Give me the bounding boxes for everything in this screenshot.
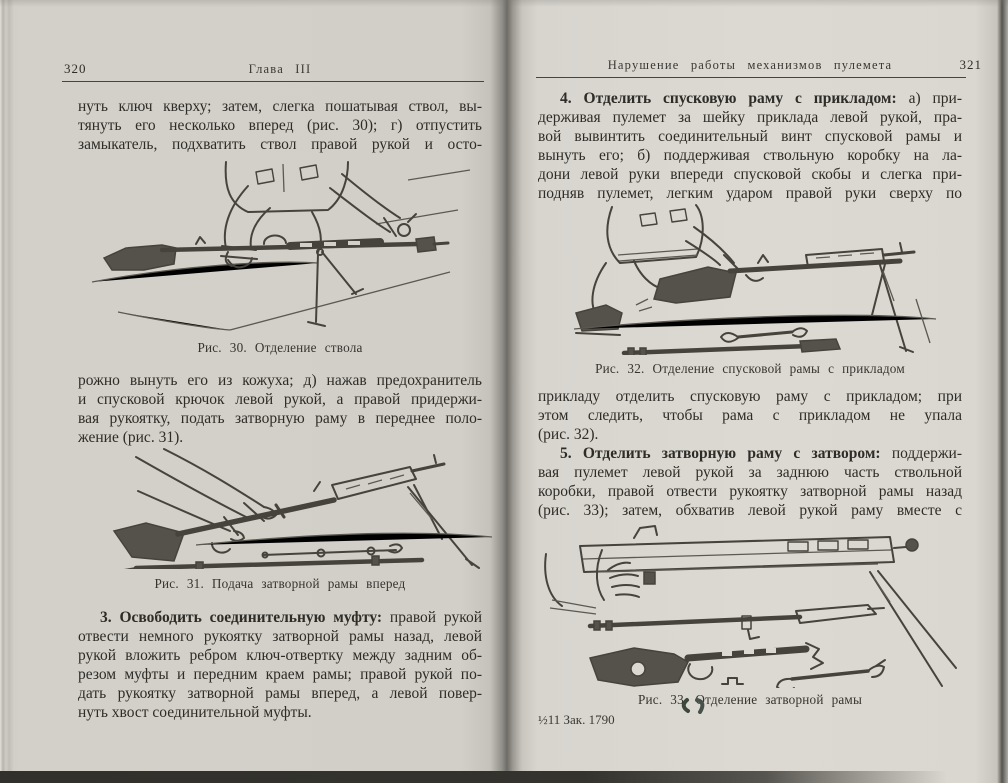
text-line: отвести немного рукоятку затворной рамы назад, левой (78, 628, 482, 645)
text-line: вая рукоятку, подать затворную раму в переднее поло- (78, 410, 482, 427)
running-header-right: Нарушение работы механизмов пулемета (607, 58, 893, 72)
text-line: нуть ключ кверху; затем, слегка пошатывая ствол, вы- (78, 98, 482, 115)
text-line: вой вывинтить соединительный винт спусковой рамы и (538, 128, 962, 145)
figure-30-caption: Рис. 30. Отделение ствола (197, 340, 363, 355)
text-line: резом муфты и передним краем рамы; правой рукой по- (78, 666, 482, 683)
paragraph-4-lead-rest: а) при- (908, 90, 963, 107)
paragraph-5-lead-rest: поддержи- (891, 445, 962, 462)
text-line: рукой вложить ребром ключ-отвертку между задним об- (78, 647, 482, 664)
text-line (538, 444, 962, 463)
paragraph-4-lead-bold: 4. Отделить спусковую раму с прикладом: (560, 90, 897, 107)
page-right (538, 56, 982, 728)
figure-32-caption: Рис. 32. Отделение спусковой рамы с прикладом (595, 361, 905, 376)
text-line: (рис. 33); затем, обхватив левой рукой раму вместе с (538, 502, 962, 519)
page-number-right: 321 (959, 57, 982, 72)
printer-signature-mark: ½11 Зак. 1790 (538, 712, 615, 727)
text-line: вая пулемет левой рукой за заднюю часть ствольной (538, 464, 962, 481)
paragraph-4-trigger-frame (538, 89, 962, 203)
figure-30-illustration (78, 160, 482, 332)
figure-31-illustration (78, 447, 502, 569)
text-line: нуть хвост соединительной муфты. (78, 704, 312, 721)
text-line: прикладу отделить спусковую раму с прикладом; при (538, 388, 962, 405)
figure-32-illustration (548, 203, 952, 355)
text-line: и спусковой крючок левой рукой, а правой придержи- (78, 391, 482, 408)
text-line: дать рукоятку затворной рамы вперед, а левой повер- (78, 685, 482, 702)
figure-33-illustration (538, 522, 962, 688)
text-line: (рис. 32). (538, 426, 599, 443)
header-rule-right (536, 77, 966, 78)
text-line: жение (рис. 31). (78, 429, 184, 446)
page-right-header (538, 56, 982, 74)
text-line (538, 89, 962, 108)
page-number-left: 320 (64, 61, 87, 76)
paragraph-3-release-coupling (78, 608, 482, 722)
page-left-header (64, 60, 482, 78)
text-line: вынуть его; б) поддерживая ствольную коробку на ла- (538, 147, 962, 164)
paragraph-bolt-frame-forward (78, 371, 482, 447)
paragraph-4-continuation (538, 387, 962, 444)
page-left (64, 60, 482, 722)
text-line: рожно вынуть его из кожуха; д) нажав предохранитель (78, 372, 482, 389)
text-line: замыкатель, подхватить ствол правой рукой и осто- (78, 136, 482, 153)
ink-smudge-icon (681, 696, 707, 714)
running-header-left: Глава III (248, 62, 312, 76)
text-line (78, 608, 482, 627)
text-line: держивая пулемет за шейку приклада левой рукой, пра- (538, 109, 962, 126)
text-line: тянуть его несколько вперед (рис. 30); г) отпустить (78, 117, 482, 134)
text-line: коробки, правой отвести рукоятку затворной рамы назад (538, 483, 962, 500)
book-bottom-edge (0, 771, 1008, 783)
paragraph-barrel-removal (78, 97, 482, 154)
text-line: подняв пулемет, легким ударом правой руки сверху по (538, 185, 962, 202)
header-rule-left (62, 81, 484, 82)
paragraph-5-bolt-frame (538, 444, 962, 520)
text-line: этом следить, чтобы рама с прикладом не упала (538, 407, 962, 424)
figure-33-caption: Рис. 33. Отделение затворной рамы (637, 692, 863, 707)
text-line: дони левой руки впереди спусковой скобы и слегка при- (538, 166, 962, 183)
paragraph-3-lead-rest: правой рукой (389, 609, 482, 626)
figure-31-caption: Рис. 31. Подача затворной рамы вперед (154, 576, 406, 591)
paragraph-5-lead-bold: 5. Отделить затворную раму с затвором: (560, 445, 881, 462)
paragraph-3-lead-bold: 3. Освободить соединительную муфту: (100, 609, 383, 626)
